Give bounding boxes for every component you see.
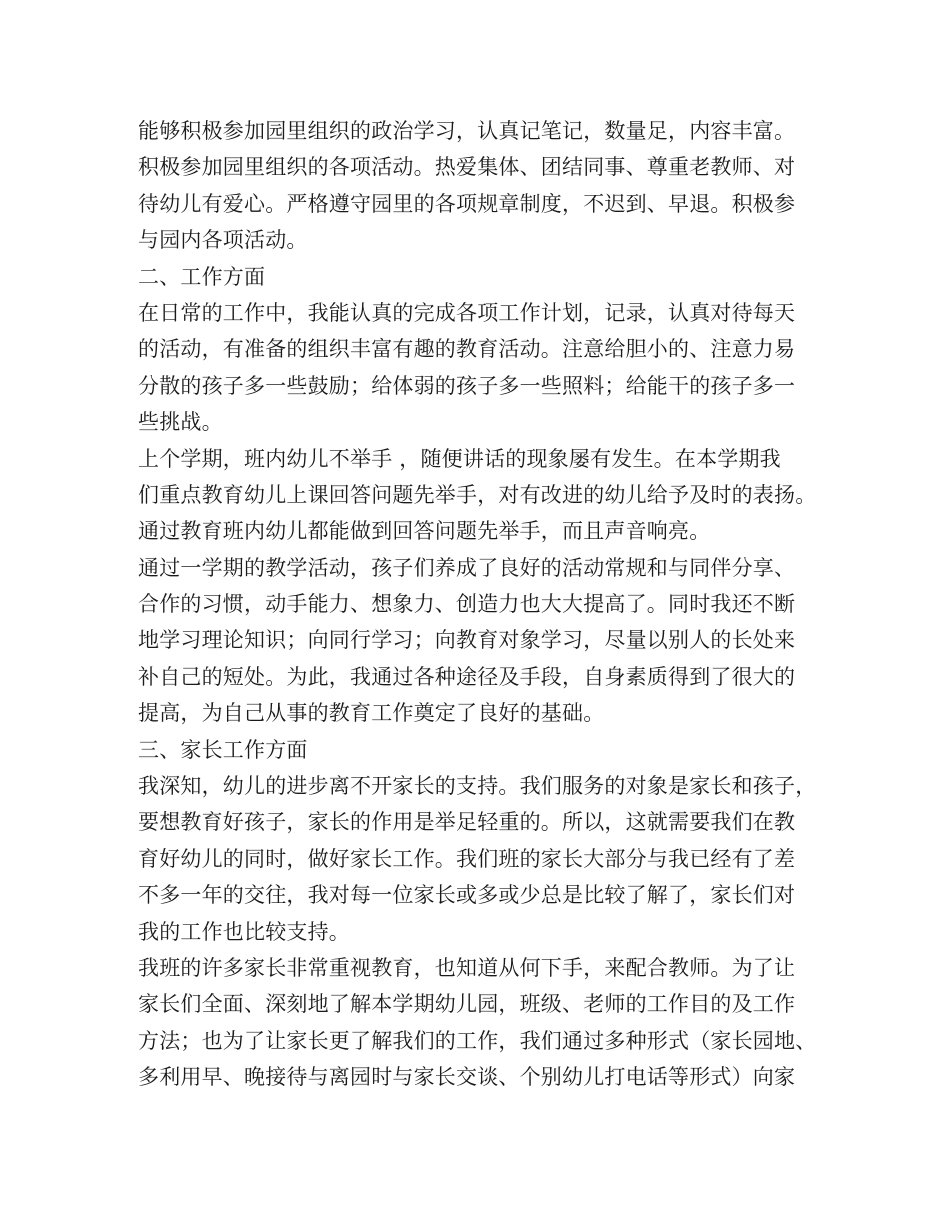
body-line: 上个学期，班内幼儿不举手 ，随便讲话的现象屡有发生。在本学期我 [138,446,781,471]
body-line: 分散的孩子多一些鼓励；给体弱的孩子多一些照料；给能干的孩子多一 [138,373,796,398]
body-line: 合作的习惯，动手能力、想象力、创造力也大大提高了。同时我还不断 [138,592,796,617]
body-line: 待幼儿有爱心。严格遵守园里的各项规章制度，不迟到、早退。积极参 [138,191,796,216]
body-line: 地学习理论知识；向同行学习；向教育对象学习，尽量以别人的长处来 [138,628,796,653]
body-line: 积极参加园里组织的各项活动。热爱集体、团结同事、尊重老教师、对 [138,155,796,180]
body-line: 们重点教育幼儿上课回答问题先举手，对有改进的幼儿给予及时的表扬。 [138,482,817,507]
body-line: 通过教育班内幼儿都能做到回答问题先举手，而且声音响亮。 [138,519,711,544]
body-line: 我班的许多家长非常重视教育，也知道从何下手，来配合教师。为了让 [138,955,796,980]
body-line: 不多一年的交往，我对每一位家长或多或少总是比较了解了，家长们对 [138,883,796,908]
document-body [138,113,838,1096]
body-line: 我深知，幼儿的进步离不开家长的支持。我们服务的对象是家长和孩子， [138,774,817,799]
body-line: 提高，为自己从事的教育工作奠定了良好的基础。 [138,701,605,726]
body-line: 能够积极参加园里组织的政治学习，认真记笔记，数量足，内容丰富。 [138,119,796,143]
body-line: 与园内各项活动。 [138,228,308,253]
body-line: 的活动，有准备的组织丰富有趣的教育活动。注意给胆小的、注意力易 [138,337,796,362]
body-line: 要想教育好孩子，家长的作用是举足轻重的。所以，这就需要我们在教 [138,810,796,835]
body-line: 些挑战。 [138,410,223,435]
body-line: 我的工作也比较支持。 [138,919,350,944]
section-heading: 三、家长工作方面 [138,737,308,762]
body-line: 补自己的短处。为此，我通过各种途径及手段，自身素质得到了很大的 [138,664,796,689]
body-line: 通过一学期的教学活动，孩子们养成了良好的活动常规和与同伴分享、 [138,555,796,580]
body-line: 多利用早、晚接待与离园时与家长交谈、个别幼儿打电话等形式）向家 [138,1065,796,1090]
body-line: 方法；也为了让家长更了解我们的工作，我们通过多种形式（家长园地、 [138,1028,817,1053]
body-line: 在日常的工作中，我能认真的完成各项工作计划，记录，认真对待每天 [138,300,796,325]
section-heading: 二、工作方面 [138,264,266,289]
body-line: 家长们全面、深刻地了解本学期幼儿园，班级、老师的工作目的及工作 [138,992,796,1017]
body-line: 育好幼儿的同时，做好家长工作。我们班的家长大部分与我已经有了差 [138,846,796,871]
